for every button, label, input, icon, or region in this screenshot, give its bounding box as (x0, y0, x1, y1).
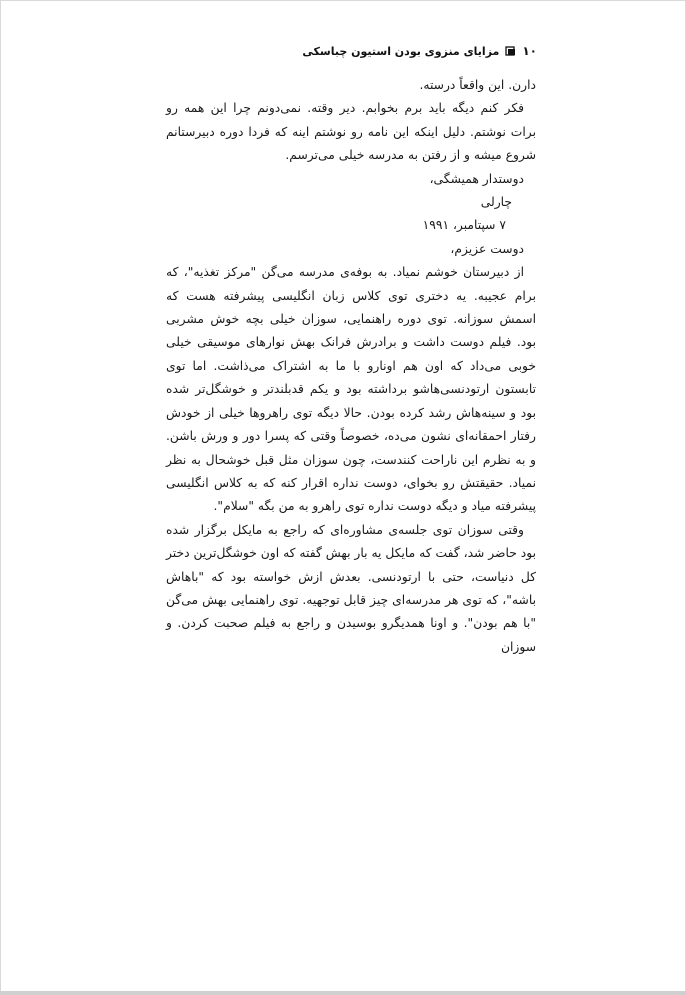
paragraph-2: فکر کنم دیگه باید برم بخوابم. دیر وقته. نمی‌دونم چرا این همه رو برات نوشتم. دلیل اینکه این نامه رو نوشتم اینه که فردا دوره دبیرستانم شروع میشه و از رفتن به مدرسه خیلی می‌ترسم. (166, 101, 536, 163)
running-title: مزایای منزوی بودن استیون چباسکی (302, 44, 500, 58)
paragraph-3: از دبیرستان خوشم نمیاد. به بوفه‌ی مدرسه می‌گن "مرکز تغذیه"، که برام عجیبه. یه دختری توی کلاس زبان انگلیسی پیشرفته هست که اسمش سوزانه. توی دوره راهنمایی، سوزان خیلی بچه خوش مشربی بود. فیلم دوست داشت و برادرش فرانک بهش نوارهای موسیقی خیلی خوبی می‌داد که اون هم اونارو با ما به اشتراک می‌ذاشت. اما توی تابستون ارتودنسی‌هاشو برداشته بود و یکم قدبلندتر و خوشگل‌تر شده بود و سینه‌هاش رشد کرده بودن. حالا دیگه توی راهروها خیلی از خودش رفتار احمقانه‌ای نشون می‌ده، خصوصاً وقتی که پسرا دور و ورش باشن. و به نظرم این ناراحت کنندست، چون سوزان مثل قبل خوشحال به نظر نمیاد. حقیقتش رو بخوای، دوست نداره اقرار کنه که به کلاس انگلیسی پیشرفته میاد و دیگه دوست نداره توی راهرو به من بگه "سلام". (166, 265, 536, 514)
page-number: ۱۰ (522, 44, 537, 58)
paragraph-1: دارن. این واقعاً درسته. (419, 78, 536, 92)
letter-date: ۷ سپتامبر، ۱۹۹۱ (422, 218, 506, 233)
page-body (166, 74, 536, 659)
paragraph-4: وقتی سوزان توی جلسه‌ی مشاوره‌ای که راجع به مایکل برگزار شده بود حاضر شد، گفت که مایکل یه بار بهش گفته که اون خوشگل‌ترین دختر کل دنیاست، حتی با ارتودنسی. بعدش ازش خواسته بود که "باهاش باشه"، که توی هر مدرسه‌ای چیز قابل توجهیه. توی راهنمایی بهش می‌گن "با هم بودن". و اونا همدیگرو بوسیدن و راجع به فیلم صحبت کردن. و سوزان (166, 522, 536, 654)
book-icon (505, 46, 516, 56)
running-header (302, 44, 537, 58)
letter-closing: دوستدار همیشگی، (429, 171, 524, 186)
letter-salutation: دوست عزیزم، (450, 241, 524, 256)
letter-signature: چارلی (480, 195, 512, 210)
page-bottom-edge (0, 991, 686, 995)
